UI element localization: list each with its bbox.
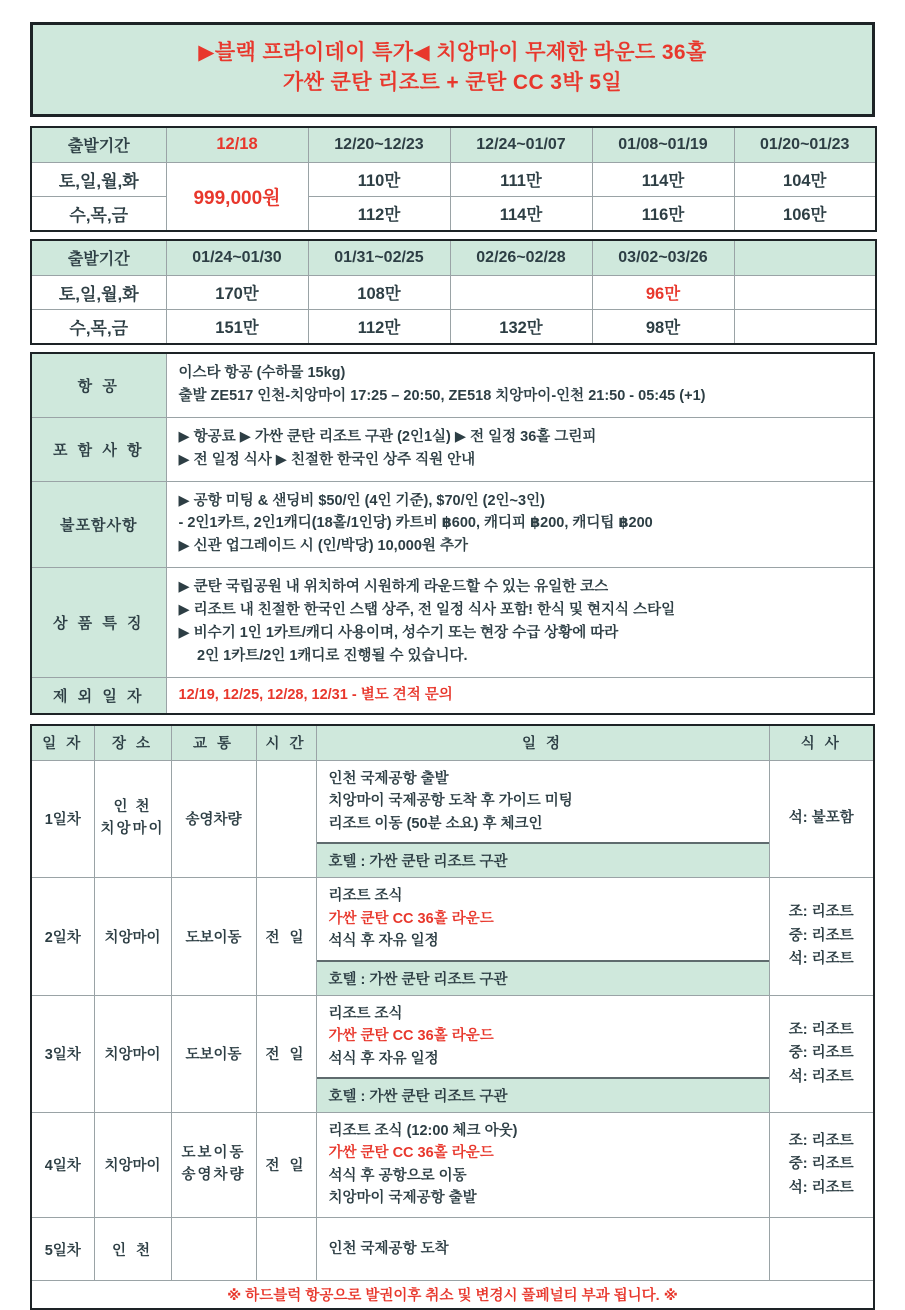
- hotel-row: 호텔 : 가싼 쿤탄 리조트 구관: [317, 960, 769, 995]
- itin-day-1-transport: [171, 760, 256, 877]
- price2-row0-v3: 96만: [592, 275, 734, 309]
- schedule-line-highlight: 가싼 쿤탄 CC 36홀 라운드: [328, 1028, 494, 1045]
- price2-row1-v3: 98만: [592, 309, 734, 344]
- itin-day-4-time: 전 일: [256, 1112, 316, 1217]
- price1-period-1: 12/20~12/23: [308, 127, 450, 163]
- hotel-row: 호텔 : 가싼 쿤탄 리조트 구관: [317, 1077, 769, 1112]
- itin-day-2-meals: [769, 878, 874, 995]
- meal-line: 석: 리조트: [788, 951, 854, 968]
- itin-header-transport: 교 통: [171, 725, 256, 761]
- price2-row1-v4: [734, 309, 876, 344]
- table-row: [31, 878, 874, 995]
- info-body-air: [166, 353, 874, 417]
- itin-day-1-time: [256, 760, 316, 877]
- price1-row0-v2: 111만: [450, 162, 592, 196]
- footer-note: ※ 하드블럭 항공으로 발권이후 취소 및 변경시 풀페널티 부과 됩니다. ※: [31, 1281, 874, 1310]
- info-table: [30, 352, 875, 715]
- info-label-air: 항 공: [31, 353, 166, 417]
- schedule-line-highlight: 가싼 쿤탄 CC 36홀 라운드: [328, 1145, 494, 1162]
- itin-day-4-place: 치앙마이: [94, 1112, 171, 1217]
- itinerary-table: [30, 724, 875, 1310]
- table-row-header: [31, 127, 876, 163]
- transport-line: 송영차량: [185, 812, 242, 829]
- itin-day-3-meals: [769, 995, 874, 1112]
- info-row-included: [31, 417, 874, 481]
- price1-row1-v1: 112만: [308, 196, 450, 231]
- schedule-lines: [317, 1218, 769, 1280]
- price1-row0-v1: 110만: [308, 162, 450, 196]
- itin-day-5-meals: [769, 1217, 874, 1280]
- transport-line: 도보이동: [181, 1145, 246, 1162]
- info-body-excluded: [166, 481, 874, 568]
- price2-row1-label: 수,목,금: [31, 309, 166, 344]
- table-row: [31, 1217, 874, 1280]
- title-banner: [30, 22, 875, 117]
- meal-line: 석: 리조트: [788, 1068, 854, 1085]
- itin-day-2-time: 전 일: [256, 878, 316, 995]
- itin-header-meals: 식 사: [769, 725, 874, 761]
- itin-day-5-label: 5일차: [31, 1217, 94, 1280]
- table-row: [31, 760, 874, 877]
- meal-line: 조: 리조트: [788, 1021, 854, 1038]
- itin-day-4-label: 4일차: [31, 1112, 94, 1217]
- itin-header-place: 장 소: [94, 725, 171, 761]
- table-row: [31, 1112, 874, 1217]
- itin-day-4-meals: [769, 1112, 874, 1217]
- price1-row1-v4: 106만: [734, 196, 876, 231]
- itin-day-5-time: [256, 1217, 316, 1280]
- price1-row1-v3: 116만: [592, 196, 734, 231]
- itin-day-2-label: 2일차: [31, 878, 94, 995]
- schedule-line: 리조트 조식: [328, 1005, 403, 1022]
- schedule-line: 리조트 조식: [328, 888, 403, 905]
- price2-period-1: 01/31~02/25: [308, 240, 450, 276]
- transport-line: 송영차량: [181, 1166, 246, 1183]
- excluded-line-2: ▶ 신관 업그레이드 시 (인/박당) 10,000원 추가: [178, 538, 468, 555]
- itin-day-2-place: 치앙마이: [94, 878, 171, 995]
- price2-row1-v0: 151만: [166, 309, 308, 344]
- price2-period-0: 01/24~01/30: [166, 240, 308, 276]
- itin-day-1-meals: [769, 760, 874, 877]
- price2-period-3: 03/02~03/26: [592, 240, 734, 276]
- schedule-line: 리조트 이동 (50분 소요) 후 체크인: [328, 815, 543, 832]
- info-row-air: [31, 353, 874, 417]
- table-row: [31, 196, 876, 231]
- itin-day-3-time: 전 일: [256, 995, 316, 1112]
- price2-row0-label: 토,일,월,화: [31, 275, 166, 309]
- price1-row0-v4: 104만: [734, 162, 876, 196]
- itin-day-4-schedule: [316, 1112, 769, 1217]
- itin-day-2-schedule: [316, 878, 769, 995]
- itin-header-day: 일 자: [31, 725, 94, 761]
- price1-row1-label: 수,목,금: [31, 196, 166, 231]
- table-row: [31, 995, 874, 1112]
- info-row-excluded-dates: [31, 677, 874, 713]
- itin-day-3-place: 치앙마이: [94, 995, 171, 1112]
- schedule-line: 인천 국제공항 출발: [328, 770, 449, 787]
- price1-row0-label: 토,일,월,화: [31, 162, 166, 196]
- schedule-line: 석식 후 공항으로 이동: [328, 1167, 467, 1184]
- schedule-lines: [317, 878, 769, 959]
- price-table-2: [30, 239, 877, 345]
- title-line-1: ▶블랙 프라이데이 특가◀ 치앙마이 무제한 라운드 36홀: [198, 41, 707, 64]
- table-row: [31, 162, 876, 196]
- itin-day-5-transport: [171, 1217, 256, 1280]
- schedule-line: 석식 후 자유 일정: [328, 1050, 439, 1067]
- table-row-footer: [31, 1281, 874, 1310]
- itin-header-time: 시 간: [256, 725, 316, 761]
- itin-day-5-place: 인 천: [94, 1217, 171, 1280]
- price1-period-2: 12/24~01/07: [450, 127, 592, 163]
- place-line: 인 천: [113, 799, 152, 816]
- price1-period-0: 12/18: [166, 127, 308, 163]
- features-line-0: ▶ 쿤탄 국립공원 내 위치하여 시원하게 라운드할 수 있는 유일한 코스: [178, 579, 609, 596]
- itin-day-1-place: [94, 760, 171, 877]
- info-body-excluded-dates: 12/19, 12/25, 12/28, 12/31 - 별도 견적 문의: [166, 677, 874, 713]
- features-line-3: 2인 1카트/2인 1캐디로 진행될 수 있습니다.: [178, 647, 468, 664]
- schedule-lines: [317, 996, 769, 1077]
- price2-row0-v0: 170만: [166, 275, 308, 309]
- table-row: [31, 275, 876, 309]
- itin-day-1-schedule: [316, 760, 769, 877]
- included-line-1: ▶ 전 일정 식사 ▶ 친절한 한국인 상주 직원 안내: [178, 451, 476, 468]
- price1-row1-v2: 114만: [450, 196, 592, 231]
- price-table-1: [30, 126, 877, 232]
- schedule-lines: [317, 1113, 769, 1217]
- features-line-2: ▶ 비수기 1인 1카트/캐디 사용이며, 성수기 또는 현장 수급 상황에 따라: [178, 625, 619, 642]
- info-label-excluded-dates: 제 외 일 자: [31, 677, 166, 713]
- schedule-line: 치앙마이 국제공항 도착 후 가이드 미팅: [328, 793, 573, 810]
- price1-row-label-header: 출발기간: [31, 127, 166, 163]
- meal-line: 석: 불포함: [788, 810, 854, 827]
- table-row-header: [31, 240, 876, 276]
- price1-period-3: 01/08~01/19: [592, 127, 734, 163]
- meal-line: 중: 리조트: [788, 1156, 854, 1173]
- excluded-line-1: - 2인1카트, 2인1캐디(18홀/1인당) 카트비 ฿600, 캐디피 ฿200, 캐디팁 ฿200: [178, 515, 653, 532]
- info-body-features: [166, 568, 874, 678]
- price2-row0-v4: [734, 275, 876, 309]
- price2-row-label-header: 출발기간: [31, 240, 166, 276]
- air-line-0: 이스타 항공 (수하물 15kg): [178, 364, 346, 381]
- schedule-line: 인천 국제공항 도착: [328, 1240, 449, 1257]
- schedule-line: 석식 후 자유 일정: [328, 933, 439, 950]
- hotel-row: 호텔 : 가싼 쿤탄 리조트 구관: [317, 842, 769, 877]
- price2-row1-v1: 112만: [308, 309, 450, 344]
- meal-line: 조: 리조트: [788, 1132, 854, 1149]
- itin-header-schedule: 일 정: [316, 725, 769, 761]
- table-row-header: [31, 725, 874, 761]
- meal-line: 중: 리조트: [788, 927, 854, 944]
- meal-line: 조: 리조트: [788, 904, 854, 921]
- excluded-line-0: ▶ 공항 미팅 & 샌딩비 $50/인 (4인 기준), $70/인 (2인~3인): [178, 492, 545, 509]
- table-row: [31, 309, 876, 344]
- price2-period-2: 02/26~02/28: [450, 240, 592, 276]
- price2-row1-v2: 132만: [450, 309, 592, 344]
- meal-line: 중: 리조트: [788, 1045, 854, 1062]
- schedule-line: 치앙마이 국제공항 출발: [328, 1190, 477, 1207]
- included-line-0: ▶ 항공료 ▶ 가싼 쿤탄 리조트 구관 (2인1실) ▶ 전 일정 36홀 그린피: [178, 428, 597, 445]
- info-body-included: [166, 417, 874, 481]
- price2-row0-v2: [450, 275, 592, 309]
- features-line-1: ▶ 리조트 내 친절한 한국인 스탭 상주, 전 일정 식사 포함! 한식 및 현지식 스타일: [178, 602, 676, 619]
- info-row-excluded: [31, 481, 874, 568]
- itin-day-1-label: 1일차: [31, 760, 94, 877]
- itin-day-4-transport: [171, 1112, 256, 1217]
- price2-period-4: [734, 240, 876, 276]
- schedule-line: 리조트 조식 (12:00 체크 아웃): [328, 1122, 518, 1139]
- place-line: 치앙마이: [100, 820, 165, 837]
- itin-day-3-schedule: [316, 995, 769, 1112]
- air-line-1: 출발 ZE517 인천-치앙마이 17:25 – 20:50, ZE518 치앙마이-인천 21:50 - 05:45 (+1): [178, 387, 706, 404]
- itin-day-3-label: 3일차: [31, 995, 94, 1112]
- meal-line: 석: 리조트: [788, 1179, 854, 1196]
- title-line-2: 가싼 쿤탄 리조트 + 쿤탄 CC 3박 5일: [282, 71, 623, 95]
- price1-period-4: 01/20~01/23: [734, 127, 876, 163]
- itin-day-5-schedule: [316, 1217, 769, 1280]
- info-label-excluded: 불포함사항: [31, 481, 166, 568]
- itin-day-3-transport: 도보이동: [171, 995, 256, 1112]
- schedule-lines: [317, 761, 769, 842]
- itin-day-2-transport: 도보이동: [171, 878, 256, 995]
- info-label-included: 포 함 사 항: [31, 417, 166, 481]
- info-row-features: [31, 568, 874, 678]
- info-label-features: 상 품 특 징: [31, 568, 166, 678]
- price1-feature-price: 999,000원: [166, 162, 308, 231]
- price2-row0-v1: 108만: [308, 275, 450, 309]
- schedule-line-highlight: 가싼 쿤탄 CC 36홀 라운드: [328, 910, 494, 927]
- price1-row0-v3: 114만: [592, 162, 734, 196]
